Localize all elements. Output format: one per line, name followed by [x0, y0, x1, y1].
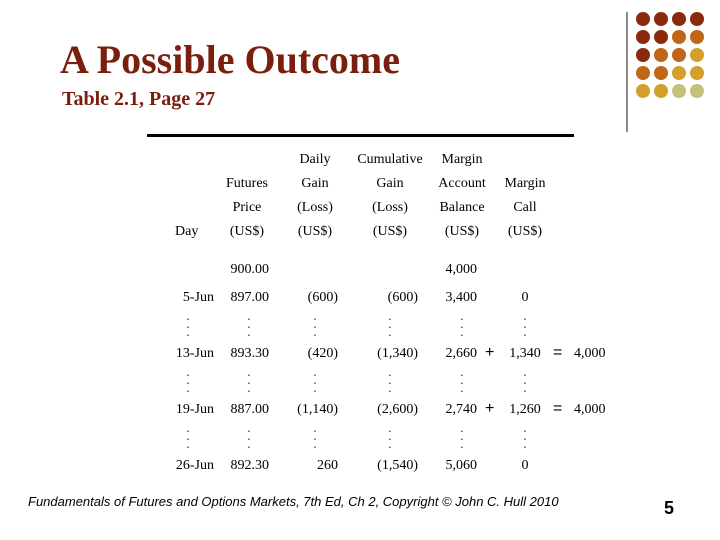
header-daily-line: Gain	[301, 176, 329, 191]
decorative-dot	[654, 84, 668, 98]
header-daily-line: Daily	[299, 152, 331, 167]
decorative-dot	[636, 84, 650, 98]
vertical-ellipsis: . . .	[460, 365, 464, 395]
cell-price: 887.00	[230, 402, 269, 417]
decorative-dot	[672, 12, 686, 26]
decorative-dot	[690, 84, 704, 98]
cell-call: 1,260	[509, 402, 541, 417]
header-futures-line: Futures	[226, 176, 268, 191]
header-call-line: (US$)	[507, 224, 543, 239]
header-futures-line: (US$)	[229, 224, 265, 239]
cell-cumulative: (1,340)	[377, 346, 418, 361]
vertical-ellipsis: . . .	[186, 309, 190, 339]
header-margin-line: Account	[438, 176, 486, 191]
cell-cumulative: (1,540)	[377, 458, 418, 473]
vertical-ellipsis: . . .	[186, 421, 190, 451]
header-margin-line: (US$)	[444, 224, 480, 239]
decorative-dot	[672, 84, 686, 98]
vertical-ellipsis: . . .	[460, 309, 464, 339]
equals-sign: =	[553, 344, 563, 361]
footer-citation: Fundamentals of Futures and Options Markets, 7th Ed, Ch 2, Copyright © John C. Hull 2010	[28, 494, 559, 509]
decorative-dot	[672, 48, 686, 62]
header-call-line: Margin	[504, 176, 546, 191]
equals-sign: =	[553, 400, 563, 417]
vertical-ellipsis: . . .	[186, 365, 190, 395]
cell-balance: 2,660	[445, 346, 477, 361]
header-margin-line: Margin	[441, 152, 483, 167]
table-top-rule	[147, 134, 574, 137]
decorative-dot	[690, 66, 704, 80]
cell-day: 19-Jun	[175, 402, 214, 417]
cell-balance: 5,060	[445, 458, 477, 473]
plus-sign: +	[485, 400, 495, 417]
cell-total: 4,000	[574, 346, 606, 361]
vertical-ellipsis: . . .	[388, 421, 392, 451]
vertical-ellipsis: . . .	[247, 421, 251, 451]
header-call-line: Call	[513, 200, 537, 215]
cell-call: 0	[521, 290, 529, 305]
cell-balance: 3,400	[445, 290, 477, 305]
cell-price: 897.00	[230, 290, 269, 305]
cell-total: 4,000	[574, 402, 606, 417]
decorative-dot	[654, 48, 668, 62]
vertical-ellipsis: . . .	[460, 421, 464, 451]
cell-call: 0	[521, 458, 529, 473]
vertical-ellipsis: . . .	[388, 309, 392, 339]
slide-subtitle: Table 2.1, Page 27	[62, 88, 216, 110]
decorative-dot	[636, 30, 650, 44]
decorative-dot	[690, 12, 704, 26]
decorative-dot	[672, 66, 686, 80]
vertical-ellipsis: . . .	[388, 365, 392, 395]
header-day-line: Day	[175, 224, 199, 239]
cell-day: 5-Jun	[182, 290, 214, 305]
decorative-dot	[636, 48, 650, 62]
header-futures-line: Price	[232, 200, 262, 215]
decorative-dot	[672, 30, 686, 44]
header-cumulative-line: (Loss)	[372, 200, 408, 215]
vertical-ellipsis: . . .	[313, 309, 317, 339]
decorative-dot	[654, 12, 668, 26]
cell-daily: (1,140)	[297, 402, 338, 417]
cell-day: 13-Jun	[175, 346, 214, 361]
header-margin-line: Balance	[439, 200, 485, 215]
slide-title: A Possible Outcome	[60, 37, 400, 82]
decorative-vertical-line	[626, 12, 628, 132]
cell-balance: 2,740	[445, 402, 477, 417]
header-daily-line: (US$)	[297, 224, 333, 239]
decorative-dot	[690, 48, 704, 62]
cell-call: 1,340	[509, 346, 541, 361]
plus-sign: +	[485, 344, 495, 361]
header-cumulative-line: Gain	[376, 176, 404, 191]
vertical-ellipsis: . . .	[523, 365, 527, 395]
decorative-dot	[636, 66, 650, 80]
decorative-dot	[654, 30, 668, 44]
decorative-dot	[654, 66, 668, 80]
initial-price: 900.00	[230, 262, 269, 277]
vertical-ellipsis: . . .	[313, 421, 317, 451]
decorative-dot	[636, 12, 650, 26]
vertical-ellipsis: . . .	[247, 365, 251, 395]
initial-balance: 4,000	[445, 262, 477, 277]
cell-cumulative: (600)	[387, 290, 418, 305]
header-cumulative-line: (US$)	[372, 224, 408, 239]
header-daily-line: (Loss)	[297, 200, 333, 215]
header-cumulative-line: Cumulative	[357, 152, 423, 167]
vertical-ellipsis: . . .	[523, 421, 527, 451]
cell-cumulative: (2,600)	[377, 402, 418, 417]
vertical-ellipsis: . . .	[247, 309, 251, 339]
decorative-dot	[690, 30, 704, 44]
page-number: 5	[664, 498, 675, 518]
cell-day: 26-Jun	[175, 458, 214, 473]
vertical-ellipsis: . . .	[523, 309, 527, 339]
cell-daily: 260	[317, 458, 338, 473]
vertical-ellipsis: . . .	[313, 365, 317, 395]
cell-daily: (600)	[307, 290, 338, 305]
cell-daily: (420)	[307, 346, 338, 361]
cell-price: 892.30	[230, 458, 269, 473]
cell-price: 893.30	[230, 346, 269, 361]
